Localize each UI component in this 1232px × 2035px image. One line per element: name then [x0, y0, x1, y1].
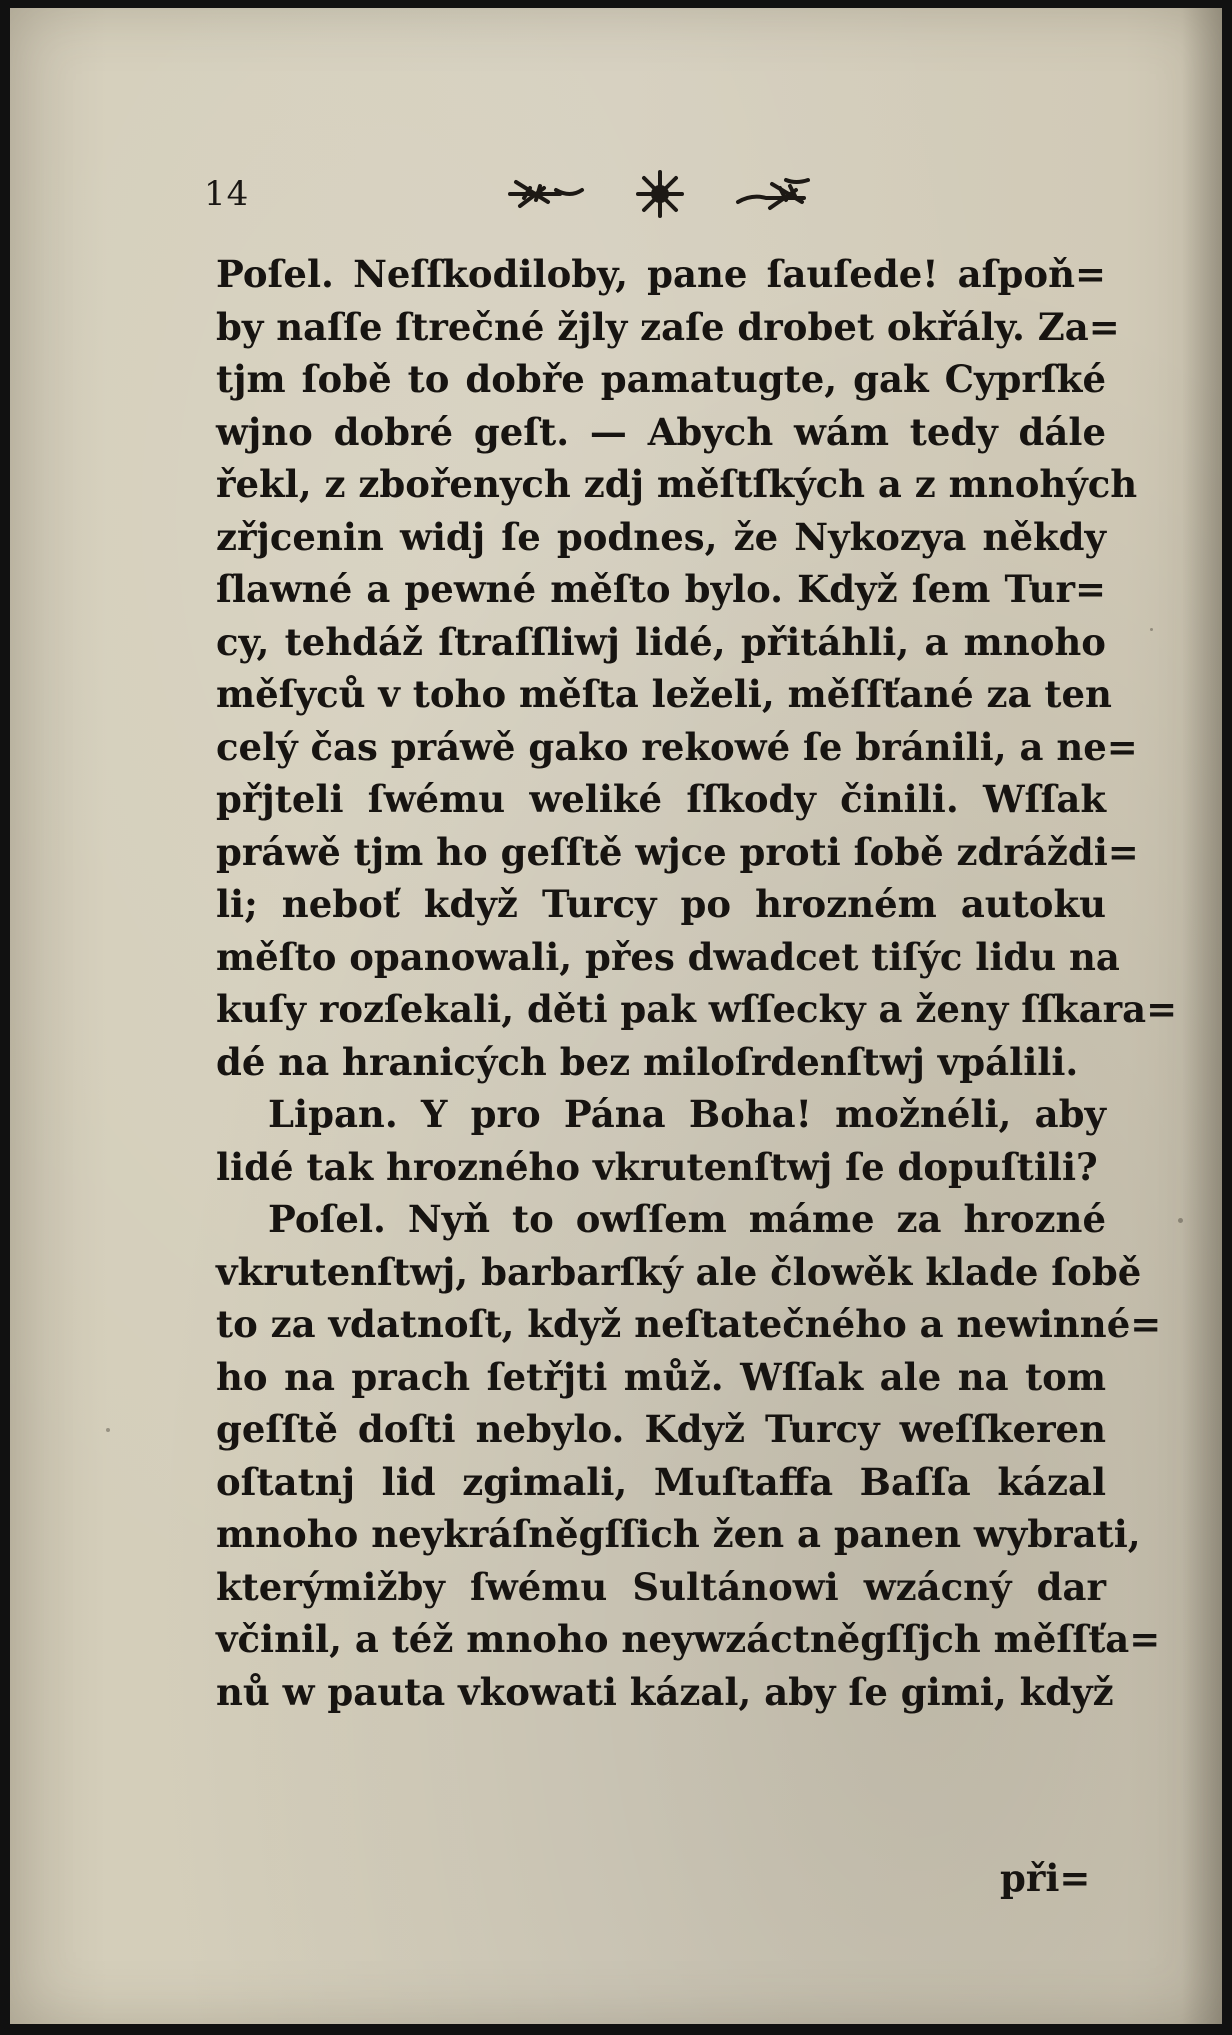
text-line: ho na prach ſetřjti můž. Wſſak ale na tom: [216, 1354, 1106, 1399]
paper-speckle: [1178, 1218, 1183, 1223]
text-line: celý čas práwě gako rekowé ſe bránili, a ne=: [216, 724, 1138, 769]
text-line: to za vdatnoſt, když neſtatečného a newinné=: [216, 1302, 1162, 1346]
text-line: měſto opanowali, přes dwadcet tiſýc lidu na: [216, 934, 1120, 979]
text-line: wjno dobré geſt. — Abych wám tedy dále: [216, 409, 1106, 454]
page-number: 14: [204, 174, 250, 214]
text-line: tjm ſobě to dobře pamatugte, gak Cyprſké: [216, 357, 1106, 401]
paper-speckle: [1150, 628, 1153, 631]
page-edge-shadow: [1182, 8, 1222, 2024]
text-line: přjteli ſwému weliké ſſkody činili. Wſſak: [216, 777, 1106, 821]
text-line: včinil, a též mnoho neywzáctněgſſjch měſſťa=: [216, 1617, 1161, 1661]
text-line: dé na hranicých bez miloſrdenſtwj vpálili.: [216, 1039, 1079, 1084]
page-header: [10, 168, 1222, 228]
text-line: Lipan. Y pro Pána Boha! možnéli, aby: [268, 1092, 1106, 1136]
text-line: práwě tjm ho geſſtě wjce proti ſobě zdráždi=: [216, 829, 1139, 874]
book-page: [10, 8, 1222, 2024]
text-line: Poſel. Nyň to owſſem máme za hrozné: [268, 1197, 1106, 1241]
text-line: kuſy rozſekali, děti pak wſſecky a ženy ſſkara=: [216, 987, 1178, 1031]
text-line: řekl, z zbořenych zdj měſtſkých a z mnohých: [216, 462, 1138, 506]
body-text: [216, 248, 1178, 1718]
text-line: oſtatnj lid zgimali, Muſtaffa Baſſa kázal: [216, 1459, 1106, 1504]
text-line: ſlawné a pewné měſto bylo. Když ſem Tur=: [216, 567, 1106, 611]
text-line: vkrutenſtwj, barbarſký ale člowěk klade ſobě: [216, 1249, 1142, 1294]
text-line: lidé tak hrozného vkrutenſtwj ſe dopuſtili?: [216, 1144, 1098, 1189]
text-line: Poſel. Neſſkodiloby, pane ſauſede! aſpoň=: [216, 252, 1106, 296]
text-line: nů w pauta vkowati kázal, aby ſe gimi, když: [216, 1669, 1114, 1714]
text-line: mnoho neykráſněgſſich žen a panen wybrati,: [216, 1512, 1141, 1556]
text-line: li; neboť když Turcy po hrozném autoku: [216, 882, 1106, 926]
text-line: geſſtě doſti nebylo. Když Turcy weſſkeren: [216, 1407, 1106, 1451]
floral-ornament-icon: [490, 168, 830, 224]
paper-speckle: [106, 1428, 110, 1432]
text-line: zřjcenin widj ſe podnes, že Nykozya někdy: [216, 514, 1106, 559]
text-line: by naſſe ſtrečné žjly zaſe drobet okřály. Za=: [216, 304, 1120, 349]
text-line: kterýmižby ſwému Sultánowi wzácný dar: [216, 1564, 1106, 1609]
catchword: při=: [1000, 1856, 1091, 1900]
text-line: měſyců v toho měſta leželi, měſſťané za ten: [216, 672, 1112, 716]
text-line: cy, tehdáž ſtraſſliwj lidé, přitáhli, a mnoho: [216, 619, 1106, 664]
